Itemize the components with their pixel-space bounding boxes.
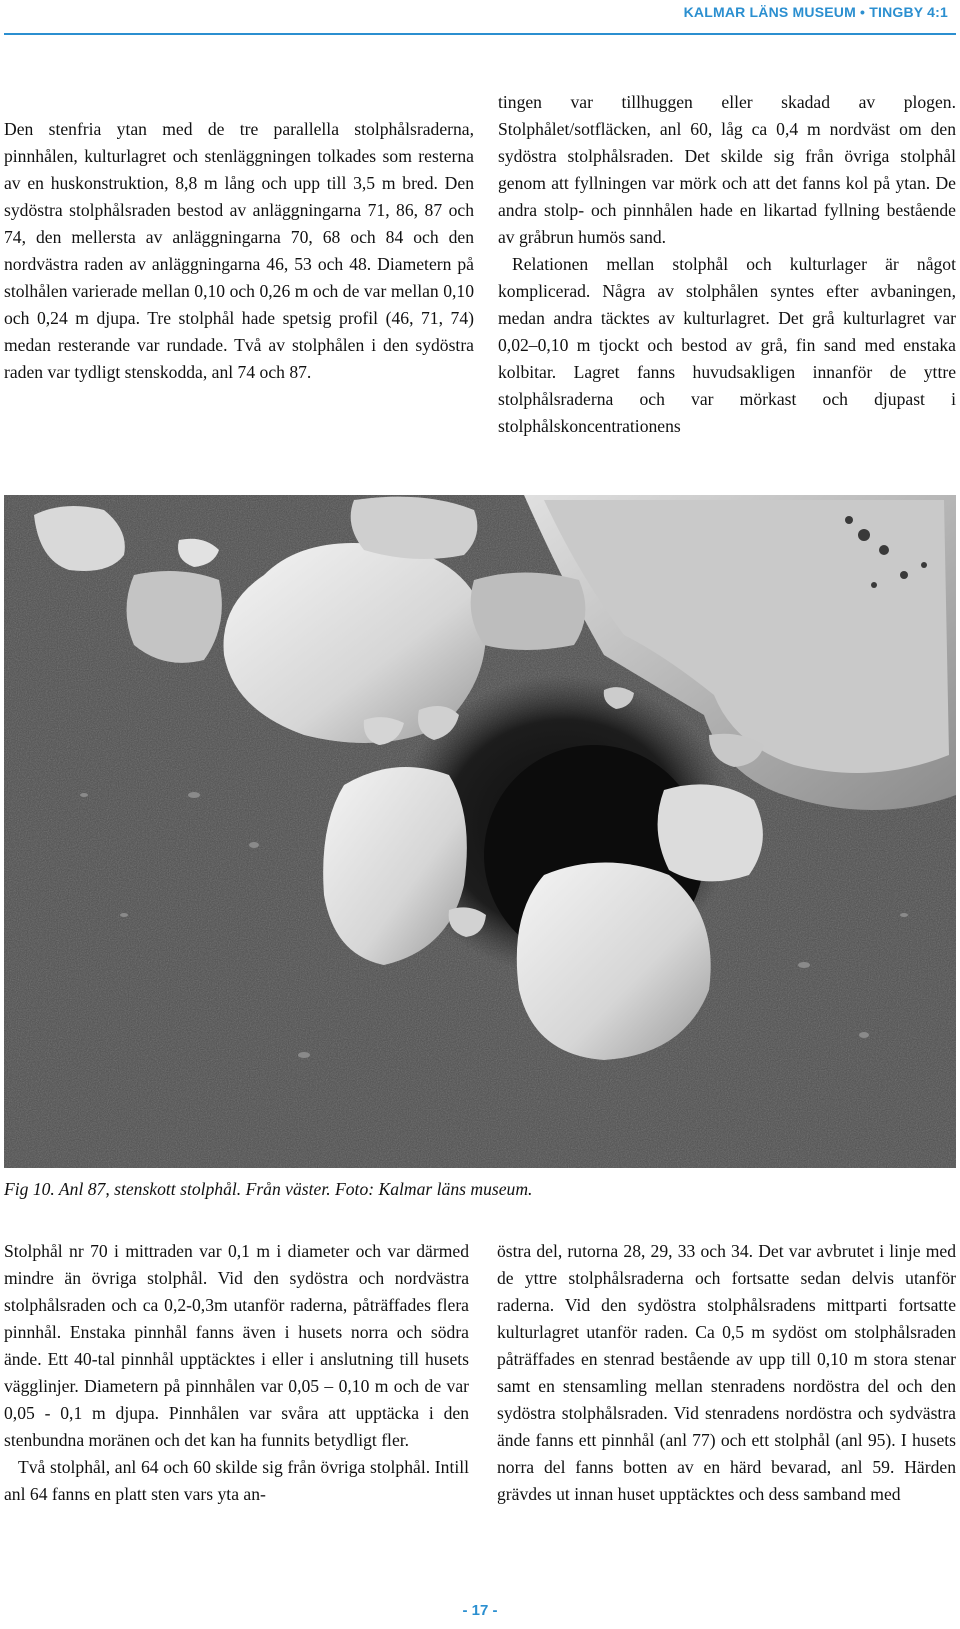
paragraph: Den stenfria ytan med de tre parallella stolphålsraderna, pinnhålen, kulturlagret och stenläggningen tolkades som resterna av en huskonstruktion, 8,8 m lång och upp till 3,5 m bred. Den sydöstra stolphålsraden bestod av anläggningarna 71, 86, 87 och 74, den mellersta av anläggningarna 70, 68 och 84 och den nordvästra raden av anläggningarna 46, 53 och 48. Diametern på stolhålen varierade mellan 0,10 och 0,26 m och de var mellan 0,10 och 0,24 m djupa. Tre stolphål hade spetsig profil (46, 71, 74) medan resterande var rundade. Två av stolphålen i den sydöstra raden var tydligt stenskodda, anl 74 och 87. — [4, 119, 474, 382]
paragraph: Två stolphål, anl 64 och 60 skilde sig från övriga stolphål. Intill anl 64 fanns en platt sten vars yta an- — [4, 1457, 469, 1504]
photo-illustration — [4, 495, 956, 1168]
paragraph: Relationen mellan stolphål och kulturlager är något komplicerad. Några av stolphålen syntes efter avbaningen, medan andra täcktes av kulturlagret. Det grå kulturlagret var 0,02–0,10 m tjockt och bestod av grå, fin sand med enstaka kolbitar. Lagret fanns huvudsakligen innanför de yttre stolphålsraderna och var mörkast och djupast i stolphålskoncentrationens — [498, 254, 956, 436]
bottom-right-column — [497, 1238, 956, 1508]
running-head: KALMAR LÄNS MUSEUM • TINGBY 4:1 — [683, 4, 948, 20]
paragraph: östra del, rutorna 28, 29, 33 och 34. Det var avbrutet i linje med de yttre stolphålsraderna och fortsatte sedan delvis utanför raderna. Vid den sydöstra stolphålsradens mittparti fortsatte kulturlagret utanför raden. Ca 0,5 m sydöst om stolphålsraden påträffades en stenrad bestående av upp till 0,10 m stora stenar samt en stensamling mellan stenradens nordöstra del och den sydöstra stolphålsraden. Vid stenradens nordöstra och sydvästra ände fanns ett pinnhål (anl 77) och ett stolphål (anl 95). I husets norra del fanns botten av en härd bevarad, anl 59. Härden grävdes ut innan huset upptäcktes och dess samband med — [497, 1241, 956, 1504]
figure-caption: Fig 10. Anl 87, stenskott stolphål. Från väster. Foto: Kalmar läns museum. — [4, 1179, 533, 1199]
paragraph: tingen var tillhuggen eller skadad av plogen. Stolphålet/sotfläcken, anl 60, låg ca 0,4 m nordväst om den sydöstra stolphålsraden. Det skilde sig från övriga stolphål genom att fyllningen var mörk och att det fanns kol på ytan. De andra stolp- och pinnhålen hade en likartad fyllning bestående av gråbrun humös sand. — [498, 92, 956, 247]
top-right-column — [498, 89, 956, 440]
photo-stone-lined-posthole — [4, 495, 956, 1168]
top-left-column — [4, 116, 474, 386]
bottom-left-column — [4, 1238, 469, 1508]
paragraph: Stolphål nr 70 i mittraden var 0,1 m i diameter och var därmed mindre än övriga stolphål. Vid den sydöstra och nordvästra stolphålsraden och ca 0,2-0,3m utanför raderna, påträffades flera pinnhål. Enstaka pinnhål fanns även i husets norra och södra ände. Ett 40-tal pinnhål upptäcktes i eller i anslutning till husets vägglinjer. Diametern på pinnhålen var 0,05 – 0,10 m och de var 0,05 - 0,1 m djupa. Pinnhålen var svåra att upptäcka i den stenbundna moränen och det kan ha funnits betydligt fler. — [4, 1241, 469, 1450]
header-rule — [4, 33, 956, 35]
page-number: - 17 - — [462, 1602, 498, 1619]
